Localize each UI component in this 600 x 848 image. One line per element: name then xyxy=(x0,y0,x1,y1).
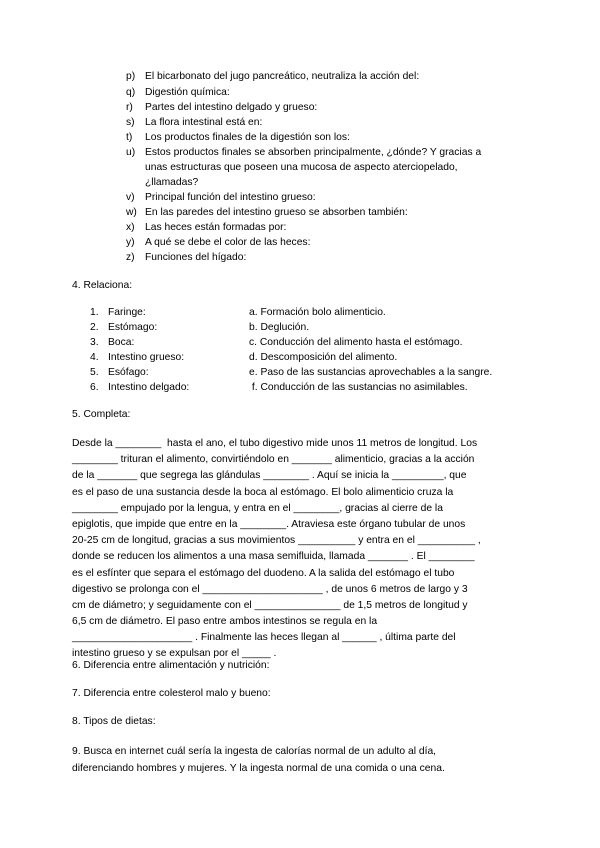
section-6-question: 6. Diferencia entre alimentación y nutrición: xyxy=(72,660,270,671)
paragraph-line: donde se reducen los alimentos a una masa semifluida, llamada _______ . El ________ xyxy=(72,551,475,563)
function-definition: a. Formación bolo alimenticio. xyxy=(249,307,386,318)
row-number: 4. xyxy=(90,352,99,363)
paragraph-line: 20-25 cm de longitud, gracias a sus movimientos __________ y entra en el __________ , xyxy=(72,535,481,547)
function-definition: f. Conducción de las sustancias no asimilables. xyxy=(249,382,468,393)
question-letter: w) xyxy=(126,207,137,218)
question-letter: r) xyxy=(126,102,133,113)
paragraph-line: 6,5 cm de diámetro. El paso entre ambos intestinos se regula en la xyxy=(72,616,378,628)
question-text: El bicarbonato del jugo pancreático, neutraliza la acción del: xyxy=(145,71,420,82)
question-text: A qué se debe el color de las heces: xyxy=(145,237,311,248)
organ-term: Esófago: xyxy=(108,367,149,378)
organ-term: Faringe: xyxy=(108,307,146,318)
question-text: En las paredes del intestino grueso se absorben también: xyxy=(145,207,408,218)
row-number: 1. xyxy=(90,307,99,318)
question-text: Partes del intestino delgado y grueso: xyxy=(145,102,318,113)
organ-term: Estómago: xyxy=(108,322,158,333)
section-9-question-continued: diferenciando hombres y mujeres. Y la ingesta normal de una comida o una cena. xyxy=(72,763,445,774)
function-definition: e. Paso de las sustancias aprovechables a la sangre. xyxy=(249,367,493,378)
fill-in-paragraph xyxy=(72,436,532,663)
question-text-continued: unas estructuras que poseen una mucosa de aspecto aterciopelado, xyxy=(145,162,458,173)
paragraph-line: es el esfínter que separa el estómago del duodeno. A la salida del estómago el tubo xyxy=(72,567,455,579)
section-7-question: 7. Diferencia entre colesterol malo y bueno: xyxy=(72,688,271,699)
organ-term: Intestino grueso: xyxy=(108,352,185,363)
question-letter: p) xyxy=(126,71,136,82)
question-text: Funciones del hígado: xyxy=(145,252,247,263)
question-text: Principal función del intestino grueso: xyxy=(145,192,316,203)
function-definition: c. Conducción del alimento hasta el estómago. xyxy=(249,337,463,348)
question-text-continued: ¿llamadas? xyxy=(145,177,199,188)
paragraph-line: epiglotis, que impide que entre en la ________. Atraviesa este órgano tubular de unos xyxy=(72,518,466,530)
question-letter: t) xyxy=(126,132,133,143)
row-number: 6. xyxy=(90,382,99,393)
question-letter: y) xyxy=(126,237,135,248)
paragraph-line: digestivo se prolonga con el _____________________ , de unos 6 metros de largo y 3 xyxy=(72,583,468,595)
function-definition: b. Deglución. xyxy=(249,322,310,333)
paragraph-line: es el paso de una sustancia desde la boca al estómago. El bolo alimenticio cruza la xyxy=(72,486,454,498)
row-number: 2. xyxy=(90,322,99,333)
question-text: La flora intestinal está en: xyxy=(145,117,263,128)
section-4-heading: 4. Relaciona: xyxy=(72,280,133,291)
function-definition: d. Descomposición del alimento. xyxy=(249,352,398,363)
question-text: Estos productos finales se absorben principalmente, ¿dónde? Y gracias a xyxy=(145,147,482,158)
paragraph-line: _____________________ . Finalmente las heces llegan al ______ , última parte del xyxy=(72,632,456,644)
row-number: 3. xyxy=(90,337,99,348)
question-letter: z) xyxy=(126,252,135,263)
question-letter: v) xyxy=(126,192,135,203)
question-text: Digestión química: xyxy=(145,87,230,98)
paragraph-line: ________ empujado por la lengua, y entra en el ________, gracias al cierre de la xyxy=(72,502,443,514)
section-5-heading: 5. Completa: xyxy=(72,409,131,420)
section-8-question: 8. Tipos de dietas: xyxy=(72,716,156,727)
paragraph-line: Desde la ________ hasta el ano, el tubo digestivo mide unos 11 metros de longitud. Los xyxy=(72,438,478,449)
organ-term: Intestino delgado: xyxy=(108,382,190,393)
question-letter: u) xyxy=(126,147,136,158)
question-letter: x) xyxy=(126,222,135,233)
paragraph-line: intestino grueso y se expulsan por el _____ . xyxy=(72,648,277,660)
question-text: Los productos finales de la digestión son los: xyxy=(145,132,350,143)
row-number: 5. xyxy=(90,367,99,378)
paragraph-line: de la _______ que segrega las glándulas ________ . Aquí se inicia la _________, que xyxy=(72,470,467,482)
paragraph-line: cm de diámetro; y seguidamente con el _______________ de 1,5 metros de longitud y xyxy=(72,599,468,611)
question-text: Las heces están formadas por: xyxy=(145,222,287,233)
question-letter: s) xyxy=(126,117,135,128)
organ-term: Boca: xyxy=(108,337,135,348)
question-letter: q) xyxy=(126,87,136,98)
section-9-question: 9. Busca en internet cuál sería la ingesta de calorías normal de un adulto al día, xyxy=(72,746,437,757)
paragraph-line: ________ trituran el alimento, convirtiéndolo en _______ alimenticio, gracias a la acción xyxy=(72,454,475,466)
